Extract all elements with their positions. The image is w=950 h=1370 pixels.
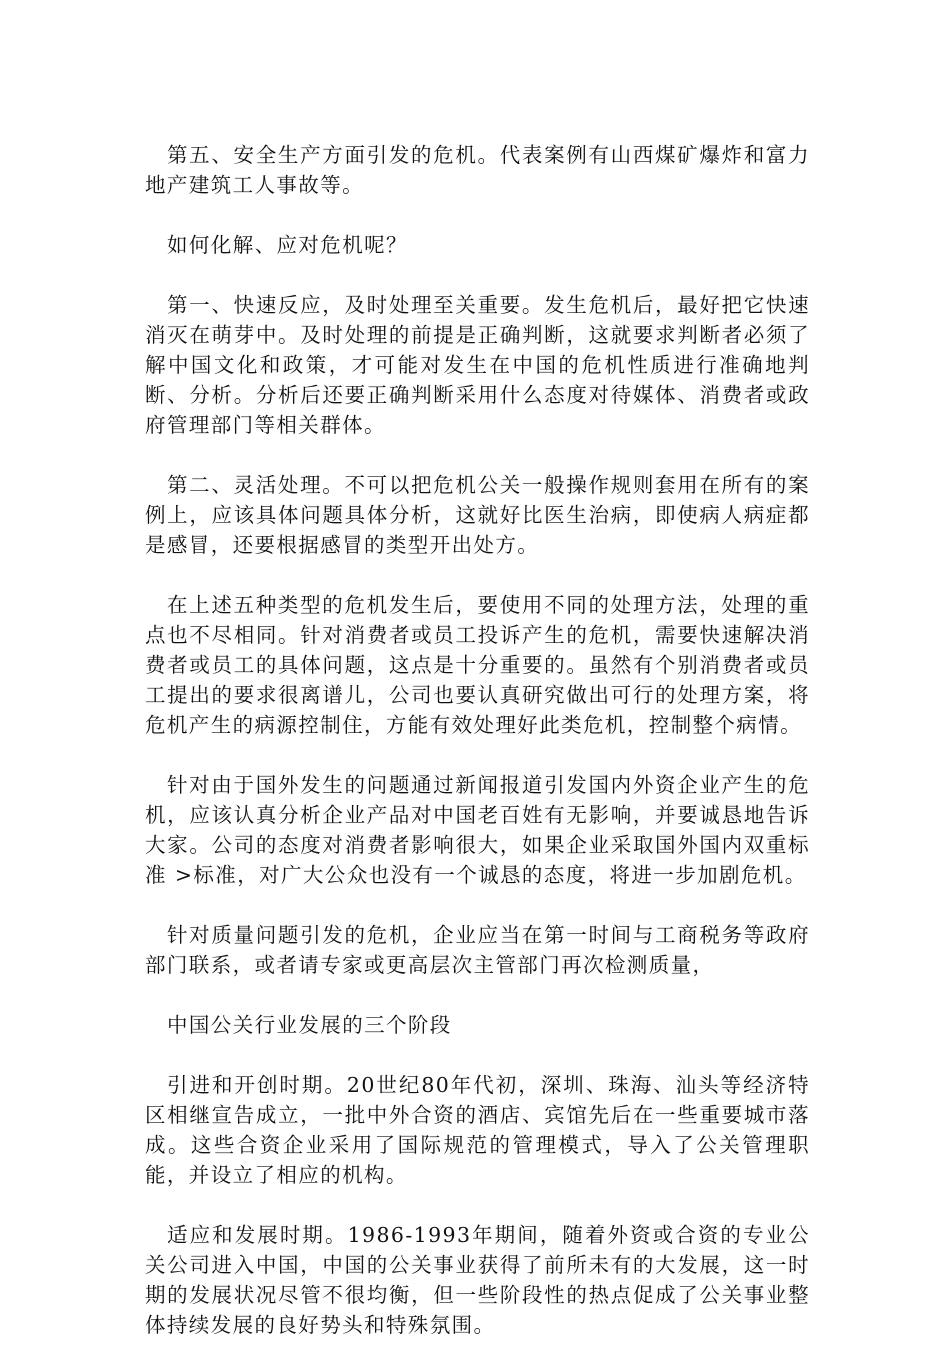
paragraph-second-flexible: 第二、灵活处理。不可以把危机公关一般操作规则套用在所有的案例上，应该具体问题具体分析，这就好比医生治病，即使病人病症都是感冒，还要根据感冒的类型开出处方。 — [145, 473, 810, 557]
paragraph-five-types: 在上述五种类型的危机发生后，要使用不同的处理方法，处理的重点也不尽相同。针对消费者或员工投诉产生的危机，需要快速解决消费者或员工的具体问题，这点是十分重要的。虽然有个别消费者或员工提出的要求很离谱儿，公司也要认真研究做出可行的处理方案，将危机产生的病源控制住，方能有效处理好此类危机，控制整个病情。 — [145, 593, 810, 737]
paragraph-question: 如何化解、应对危机呢？ — [167, 233, 408, 257]
paragraph-safety-crisis: 第五、安全生产方面引发的危机。代表案例有山西煤矿爆炸和富力地产建筑工人事故等。 — [145, 143, 810, 197]
paragraph-foreign-issues: 针对由于国外发生的问题通过新闻报道引发国内外资企业产生的危机，应该认真分析企业产品对中国老百姓有无影响，并要诚恳地告诉大家。公司的态度对消费者影响很大，如果企业采取国外国内双重标准 >标准，对广大公众也没有一个诚恳的态度，将进一步加剧危机。 — [145, 773, 810, 887]
document-body — [145, 140, 810, 1370]
paragraph-introduction-period: 引进和开创时期。20世纪80年代初，深圳、珠海、汕头等经济特区相继宣告成立，一批中外合资的酒店、宾馆先后在一些重要城市落成。这些合资企业采用了国际规范的管理模式，导入了公关管理职能，并设立了相应的机构。 — [145, 1073, 810, 1187]
paragraph-first-response: 第一、快速反应，及时处理至关重要。发生危机后，最好把它快速消灭在萌芽中。及时处理的前提是正确判断，这就要求判断者必须了解中国文化和政策，才可能对发生在中国的危机性质进行准确地判断、分析。分析后还要正确判断采用什么态度对待媒体、消费者或政府管理部门等相关群体。 — [145, 293, 810, 437]
paragraph-development-period: 适应和发展时期。1986-1993年期间，随着外资或合资的专业公关公司进入中国，中国的公关事业获得了前所未有的大发展，这一时期的发展状况尽管不很均衡，但一些阶段性的热点促成了公关事业整体持续发展的良好势头和特殊氛围。 — [145, 1223, 810, 1337]
section-heading-three-stages: 中国公关行业发展的三个阶段 — [167, 1013, 452, 1037]
paragraph-quality-issues: 针对质量问题引发的危机，企业应当在第一时间与工商税务等政府部门联系，或者请专家或更高层次主管部门再次检测质量， — [145, 923, 810, 977]
